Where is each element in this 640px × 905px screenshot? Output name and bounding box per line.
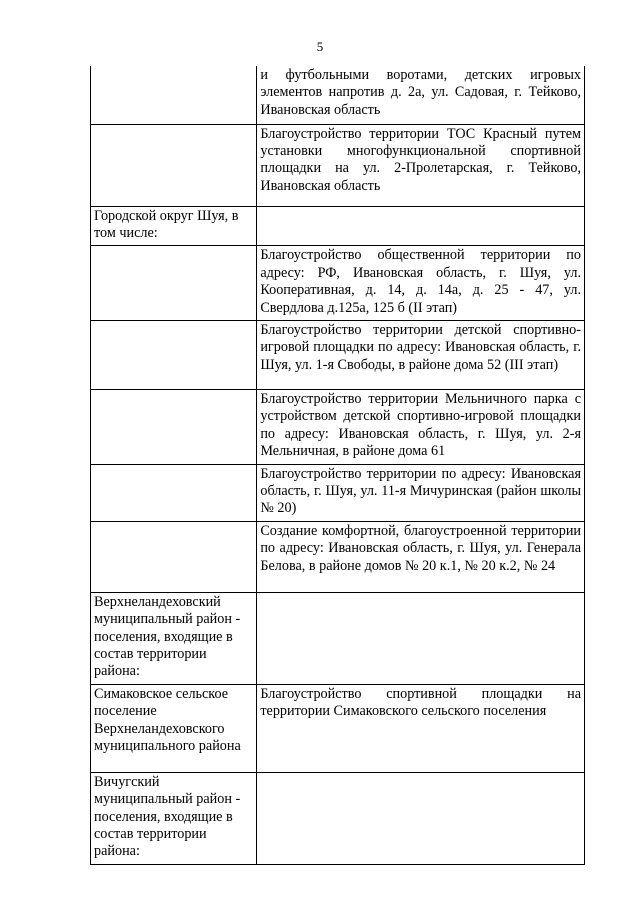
table-row bbox=[91, 389, 585, 464]
table-row bbox=[91, 246, 585, 321]
municipality-cell bbox=[91, 66, 257, 124]
table-row bbox=[91, 320, 585, 389]
municipality-cell bbox=[91, 320, 257, 389]
municipality-cell bbox=[91, 389, 257, 464]
description-cell: Создание комфортной, благоустроенной территории по адресу: Ивановская область, г. Шуя, ул. Генерала Белова, в районе домов № 20 к.1, № 20 к.2, № 24 bbox=[257, 521, 585, 592]
table-row bbox=[91, 206, 585, 246]
table-row bbox=[91, 521, 585, 592]
description-cell bbox=[257, 592, 585, 684]
table-row bbox=[91, 772, 585, 864]
municipality-cell: Вичугский муниципальный район - поселения, входящие в состав территории района: bbox=[91, 772, 257, 864]
table-row bbox=[91, 684, 585, 772]
description-cell bbox=[257, 206, 585, 246]
description-cell: и футбольными воротами, детских игровых элементов напротив д. 2а, ул. Садовая, г. Тейково, Ивановская область bbox=[257, 66, 585, 124]
municipality-cell: Симаковское сельское поселение Верхнеландеховского муниципального района bbox=[91, 684, 257, 772]
table-row bbox=[91, 66, 585, 124]
description-cell: Благоустройство общественной территории по адресу: РФ, Ивановская область, г. Шуя, ул. Кооперативная, д. 14, д. 14а, д. 25 - 47, ул. Свердлова д.125а, 125 б (II этап) bbox=[257, 246, 585, 321]
description-cell bbox=[257, 772, 585, 864]
description-cell: Благоустройство территории ТОС Красный путем установки многофункциональной спортивной площадки на ул. 2-Пролетарская, г. Тейково, Ивановская область bbox=[257, 124, 585, 206]
municipality-cell bbox=[91, 464, 257, 521]
description-cell: Благоустройство спортивной площадки на территории Симаковского сельского поселения bbox=[257, 684, 585, 772]
municipality-cell bbox=[91, 124, 257, 206]
table-row bbox=[91, 124, 585, 206]
municipality-cell: Городской округ Шуя, в том числе: bbox=[91, 206, 257, 246]
municipality-cell bbox=[91, 246, 257, 321]
table-row bbox=[91, 592, 585, 684]
municipality-cell bbox=[91, 521, 257, 592]
description-cell: Благоустройство территории детской спортивно-игровой площадки по адресу: Ивановская область, г. Шуя, ул. 1-я Свободы, в районе дома 52 (III этап) bbox=[257, 320, 585, 389]
projects-table bbox=[90, 66, 585, 865]
description-cell: Благоустройство территории по адресу: Ивановская область, г. Шуя, ул. 11-я Мичуринская (район школы № 20) bbox=[257, 464, 585, 521]
municipality-cell: Верхнеландеховский муниципальный район - поселения, входящие в состав территории района: bbox=[91, 592, 257, 684]
page-number: 5 bbox=[316, 39, 324, 54]
description-cell: Благоустройство территории Мельничного парка с устройством детской спортивно-игровой площадки по адресу: Ивановская область, г. Шуя, ул. 2-я Мельничная, в районе дома 61 bbox=[257, 389, 585, 464]
table-row bbox=[91, 464, 585, 521]
